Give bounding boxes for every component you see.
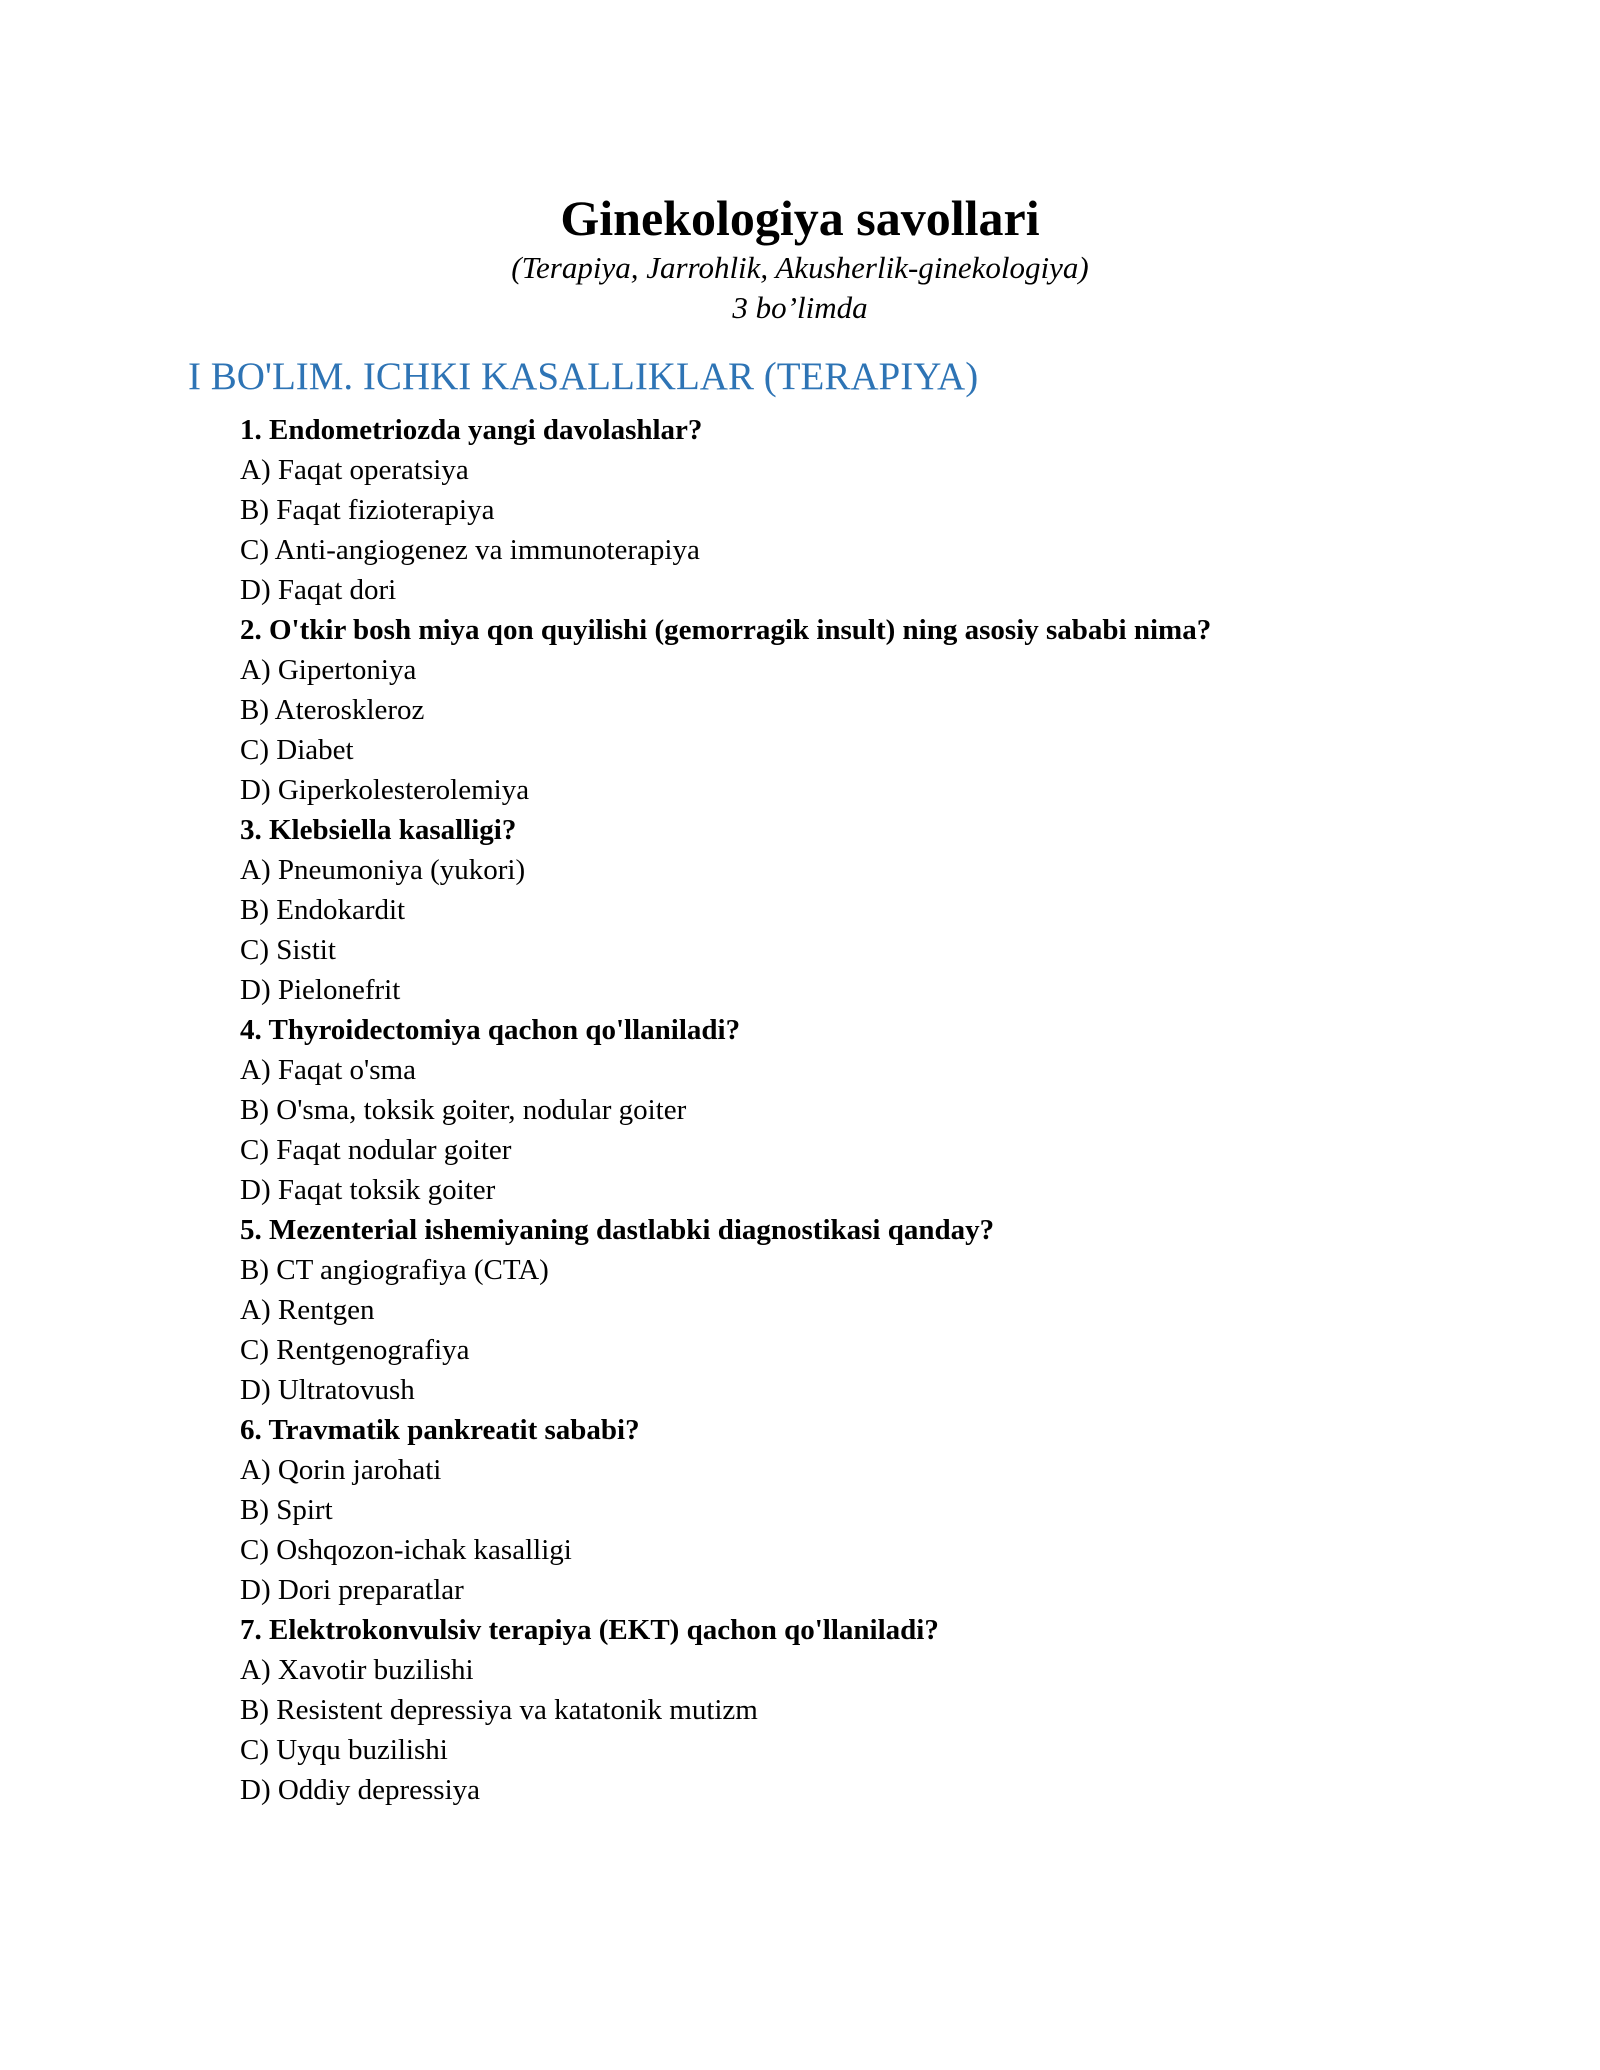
answer-option: C) Anti-angiogenez va immunoterapiya xyxy=(240,534,700,566)
question-item xyxy=(240,1210,1440,1410)
document-title: Ginekologiya savollari xyxy=(560,190,1040,246)
answer-option: B) Faqat fizioterapiya xyxy=(240,494,495,526)
document-subtitle-sections: 3 bo’limda xyxy=(732,290,868,325)
answer-option: A) Pneumoniya (yukori) xyxy=(240,854,526,886)
answer-option: C) Diabet xyxy=(240,734,354,766)
question-text: 6. Travmatik pankreatit sababi? xyxy=(240,1414,640,1446)
answer-option: A) Rentgen xyxy=(240,1294,375,1326)
answer-option: B) O'sma, toksik goiter, nodular goiter xyxy=(240,1094,687,1126)
answer-option: C) Oshqozon-ichak kasalligi xyxy=(240,1534,572,1566)
answer-option: D) Giperkolesterolemiya xyxy=(240,774,530,806)
question-text: 2. O'tkir bosh miya qon quyilishi (gemorragik insult) ning asosiy sababi nima? xyxy=(240,614,1212,646)
answer-option: B) Ateroskleroz xyxy=(240,694,425,726)
answer-option: A) Qorin jarohati xyxy=(240,1454,442,1486)
document-subtitle: (Terapiya, Jarrohlik, Akusherlik-ginekologiya) xyxy=(511,250,1089,285)
question-text: 7. Elektrokonvulsiv terapiya (EKT) qachon qo'llaniladi? xyxy=(240,1614,939,1646)
question-item xyxy=(240,1410,1440,1610)
answer-option: D) Pielonefrit xyxy=(240,974,401,1006)
answer-option: D) Faqat dori xyxy=(240,574,397,606)
answer-option: A) Faqat o'sma xyxy=(240,1054,416,1086)
answer-option: C) Rentgenografiya xyxy=(240,1334,470,1366)
question-text: 4. Thyroidectomiya qachon qo'llaniladi? xyxy=(240,1014,741,1046)
answer-option: A) Xavotir buzilishi xyxy=(240,1654,474,1686)
answer-option: D) Oddiy depressiya xyxy=(240,1774,481,1806)
answer-option: D) Faqat toksik goiter xyxy=(240,1174,496,1206)
answer-option: C) Uyqu buzilishi xyxy=(240,1734,448,1766)
section-heading: I BO'LIM. ICHKI KASALLIKLAR (TERAPIYA) xyxy=(188,355,979,398)
answer-option: C) Faqat nodular goiter xyxy=(240,1134,512,1166)
question-item xyxy=(240,610,1440,810)
answer-option: D) Ultratovush xyxy=(240,1374,415,1406)
question-item xyxy=(240,1010,1440,1210)
question-text: 5. Mezenterial ishemiyaning dastlabki diagnostikasi qanday? xyxy=(240,1214,995,1246)
answer-option: C) Sistit xyxy=(240,934,336,966)
answer-option: B) CT angiografiya (CTA) xyxy=(240,1254,549,1286)
answer-option: A) Faqat operatsiya xyxy=(240,454,469,486)
question-text: 1. Endometriozda yangi davolashlar? xyxy=(240,414,703,446)
question-item xyxy=(240,410,1440,610)
answer-option: B) Endokardit xyxy=(240,894,406,926)
question-item xyxy=(240,1610,1440,1810)
answer-option: D) Dori preparatlar xyxy=(240,1574,464,1606)
answer-option: B) Spirt xyxy=(240,1494,333,1526)
answer-option: B) Resistent depressiya va katatonik mutizm xyxy=(240,1694,758,1726)
answer-option: A) Gipertoniya xyxy=(240,654,417,686)
question-list xyxy=(240,410,1440,1810)
question-text: 3. Klebsiella kasalligi? xyxy=(240,814,517,846)
question-item xyxy=(240,810,1440,1010)
